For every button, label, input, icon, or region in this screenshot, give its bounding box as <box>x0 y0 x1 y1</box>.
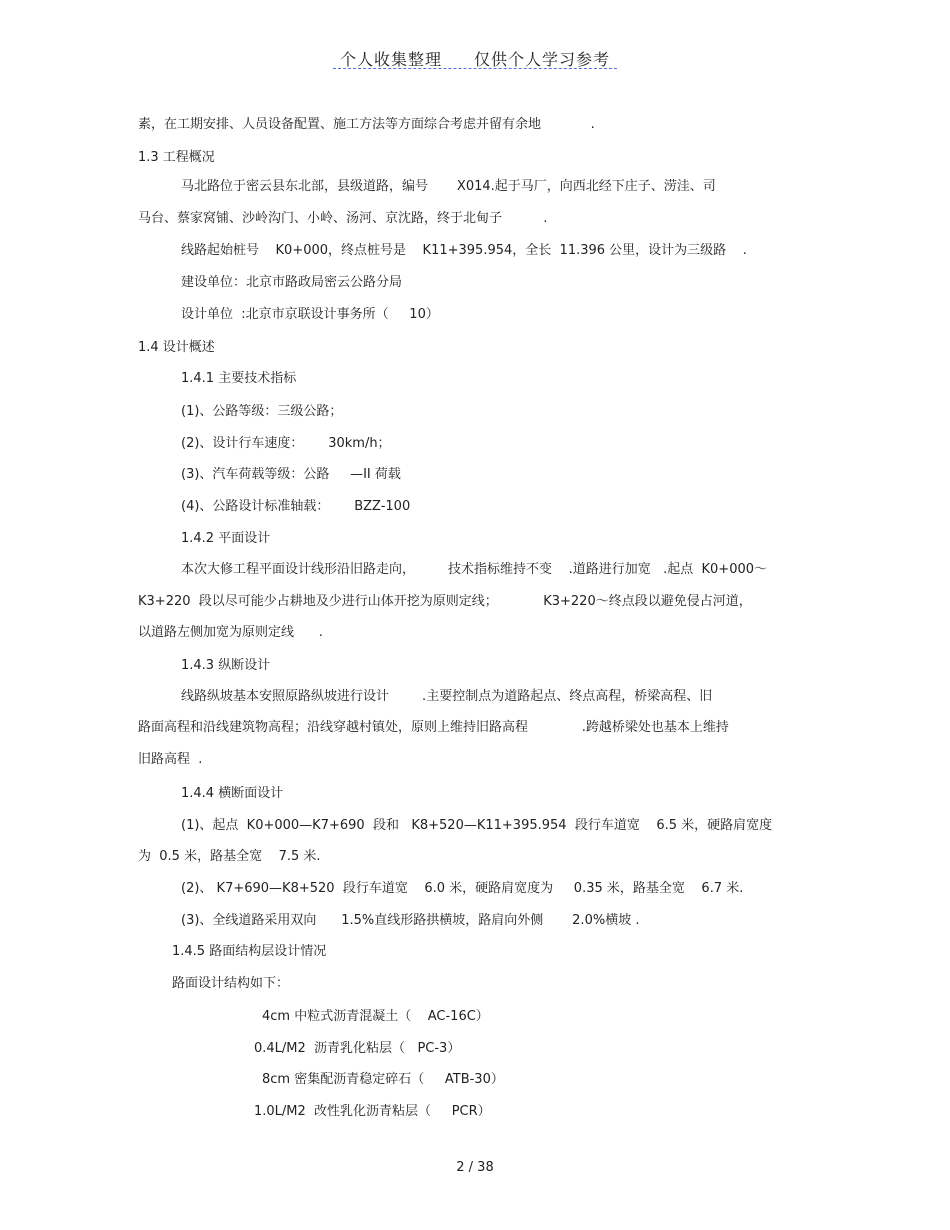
paragraph-line: 以道路左侧加宽为原则定线 . <box>138 625 323 640</box>
section-heading: 1.4 设计概述 <box>138 340 215 355</box>
list-item: 为 0.5 米，路基全宽 7.5 米. <box>138 849 321 864</box>
subsection-heading: 1.4.1 主要技术指标 <box>181 371 297 386</box>
paragraph-line: 路面高程和沿线建筑物高程；沿线穿越村镇处，原则上维持旧路高程 .跨越桥梁处也基本上维持 <box>138 720 729 735</box>
header-right-text: 仅供个人学习参考 <box>474 50 611 69</box>
subsection-heading: 1.4.2 平面设计 <box>181 531 271 546</box>
page-number: 2 / 38 <box>456 1160 494 1175</box>
paragraph-line: 路面设计结构如下： <box>172 976 290 991</box>
paragraph-line: K3+220 段以尽可能少占耕地及少进行山体开挖为原则定线； K3+220～终点段以避免侵占河道， <box>138 594 752 609</box>
paragraph-line: 设计单位 :北京市京联设计事务所（ 10） <box>181 307 439 322</box>
paragraph-line: 线路起始桩号 K0+000，终点桩号是 K11+395.954，全长 11.396 公里，设计为三级路 . <box>181 243 747 258</box>
paragraph-line: 马台、蔡家窝铺、沙岭沟门、小岭、汤河、京沈路，终于北甸子 . <box>138 211 548 226</box>
pavement-layer: 0.4L/M2 沥青乳化粘层（ PC-3） <box>254 1041 461 1056</box>
page-header <box>0 47 950 70</box>
list-item: (1)、公路等级：三级公路； <box>181 404 343 419</box>
paragraph-line: 线路纵坡基本安照原路纵坡进行设计 .主要控制点为道路起点、终点高程，桥梁高程、旧 <box>181 689 713 704</box>
pavement-layer: 4cm 中粒式沥青混凝土（ AC-16C） <box>262 1009 489 1024</box>
subsection-heading: 1.4.4 横断面设计 <box>181 786 284 801</box>
paragraph-line: 旧路高程 . <box>138 752 203 767</box>
paragraph-line: 本次大修工程平面设计线形沿旧路走向， 技术指标维持不变 .道路进行加宽 .起点 K0+000～ <box>181 562 768 577</box>
list-item: (2)、设计行车速度： 30km/h； <box>181 436 391 451</box>
paragraph-line: 素，在工期安排、人员设备配置、施工方法等方面综合考虑并留有余地 . <box>138 117 595 132</box>
subsection-heading: 1.4.5 路面结构层设计情况 <box>172 944 327 959</box>
header-left-text: 个人收集整理 <box>339 50 442 69</box>
list-item: (2)、 K7+690—K8+520 段行车道宽 6.0 米，硬路肩宽度为 0.35 米，路基全宽 6.7 米. <box>181 881 744 896</box>
paragraph-line: 建设单位：北京市路政局密云公路分局 <box>181 275 403 290</box>
list-item: (3)、汽车荷载等级：公路 —II 荷载 <box>181 467 401 482</box>
subsection-heading: 1.4.3 纵断设计 <box>181 658 271 673</box>
pavement-layer: 8cm 密集配沥青稳定碎石（ ATB-30） <box>262 1072 504 1087</box>
list-item: (3)、全线道路采用双向 1.5%直线形路拱横坡，路肩向外侧 2.0%横坡 . <box>181 913 640 928</box>
pavement-layer: 1.0L/M2 改性乳化沥青粘层（ PCR） <box>254 1104 491 1119</box>
section-heading: 1.3 工程概况 <box>138 150 215 165</box>
header-underline <box>333 68 617 69</box>
paragraph-line: 马北路位于密云县东北部，县级道路，编号 X014.起于马厂，向西北经下庄子、涝洼、司 <box>181 179 716 194</box>
list-item: (1)、起点 K0+000—K7+690 段和 K8+520—K11+395.954 段行车道宽 6.5 米，硬路肩宽度 <box>181 818 773 833</box>
list-item: (4)、公路设计标准轴载： BZZ-100 <box>181 499 411 514</box>
